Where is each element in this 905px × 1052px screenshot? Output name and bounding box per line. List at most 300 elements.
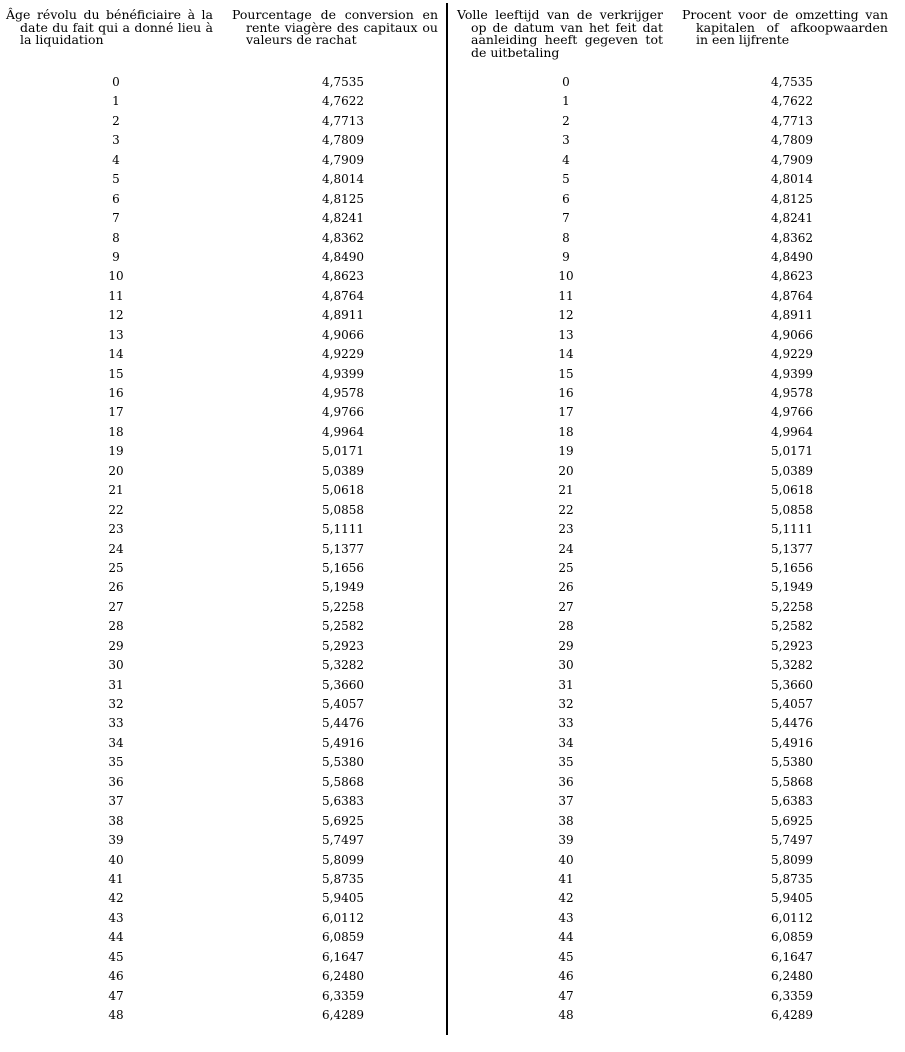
percentage-cell: 5,1656 xyxy=(771,560,813,575)
age-cell: 35 xyxy=(558,755,574,770)
age-cell: 38 xyxy=(108,813,124,828)
age-cell: 30 xyxy=(108,658,124,673)
age-cell: 41 xyxy=(558,871,574,886)
table-row xyxy=(448,306,905,325)
percentage-cell: 4,8125 xyxy=(322,191,364,206)
percentage-cell: 4,7909 xyxy=(771,152,813,167)
percentage-cell: 5,6925 xyxy=(322,813,364,828)
percentage-cell: 4,7909 xyxy=(322,152,364,167)
table-row xyxy=(0,598,446,617)
percentage-cell: 4,9066 xyxy=(322,327,364,342)
percentage-cell: 4,7622 xyxy=(771,94,813,109)
percentage-cell: 6,3359 xyxy=(322,988,364,1003)
percentage-cell: 5,4476 xyxy=(771,716,813,731)
percentage-cell: 5,5868 xyxy=(322,774,364,789)
table-row xyxy=(448,131,905,150)
age-cell: 8 xyxy=(562,230,570,245)
age-cell: 1 xyxy=(112,94,120,109)
age-cell: 2 xyxy=(112,113,120,128)
age-cell: 15 xyxy=(558,366,574,381)
age-cell: 17 xyxy=(108,405,124,420)
percentage-cell: 5,0171 xyxy=(322,444,364,459)
table-row xyxy=(448,734,905,753)
age-cell: 20 xyxy=(558,463,574,478)
dutch-table xyxy=(448,0,905,1052)
age-cell: 45 xyxy=(558,949,574,964)
table-row xyxy=(0,442,446,461)
age-cell: 24 xyxy=(558,541,574,556)
age-cell: 22 xyxy=(558,502,574,517)
table-row xyxy=(448,326,905,345)
age-cell: 30 xyxy=(558,658,574,673)
percentage-cell: 5,0171 xyxy=(771,444,813,459)
percentage-cell: 4,8764 xyxy=(771,288,813,303)
table-row xyxy=(448,773,905,792)
age-cell: 16 xyxy=(108,386,124,400)
percentage-cell: 4,8911 xyxy=(322,308,364,323)
percentage-cell: 5,4057 xyxy=(322,697,364,711)
age-cell: 34 xyxy=(558,735,574,750)
age-cell: 32 xyxy=(108,697,124,711)
percentage-cell: 5,5868 xyxy=(771,774,813,789)
percentage-cell: 4,9399 xyxy=(771,366,813,381)
table-row xyxy=(0,462,446,481)
age-cell: 42 xyxy=(558,891,574,906)
percentage-cell: 5,2582 xyxy=(322,619,364,634)
percentage-cell: 5,8099 xyxy=(771,852,813,867)
percentage-cell: 5,1377 xyxy=(771,541,813,556)
table-row xyxy=(0,365,446,384)
age-cell: 47 xyxy=(108,988,124,1003)
age-cell: 27 xyxy=(108,599,124,614)
age-cell: 25 xyxy=(108,560,124,575)
percentage-cell: 5,0858 xyxy=(322,502,364,517)
percentage-cell: 4,8125 xyxy=(771,191,813,206)
percentage-cell: 5,5380 xyxy=(771,755,813,770)
table-row xyxy=(0,676,446,695)
percentage-cell: 4,8623 xyxy=(771,269,813,284)
age-cell: 31 xyxy=(108,677,124,692)
table-row xyxy=(448,501,905,520)
percentage-cell: 4,9578 xyxy=(771,386,813,400)
table-row xyxy=(448,714,905,733)
age-cell: 9 xyxy=(562,249,570,264)
table-row xyxy=(448,209,905,228)
percentage-cell: 5,4476 xyxy=(322,716,364,731)
age-cell: 19 xyxy=(558,444,574,459)
table-row xyxy=(0,734,446,753)
age-cell: 46 xyxy=(108,969,124,984)
age-cell: 8 xyxy=(112,230,120,245)
age-cell: 40 xyxy=(558,852,574,867)
percentage-cell: 5,7497 xyxy=(322,833,364,848)
header-pct-nl: Procent voor de omzetting van kapitalen of afkoopwaarden in een lijfrente xyxy=(682,7,888,48)
percentage-cell: 4,8362 xyxy=(771,230,813,245)
age-cell: 24 xyxy=(108,541,124,556)
percentage-cell: 6,3359 xyxy=(771,988,813,1003)
percentage-cell: 5,2923 xyxy=(322,638,364,653)
age-cell: 5 xyxy=(562,172,570,187)
age-cell: 28 xyxy=(108,619,124,634)
table-row xyxy=(448,520,905,539)
percentage-cell: 5,2923 xyxy=(771,638,813,653)
age-cell: 35 xyxy=(108,755,124,770)
age-cell: 3 xyxy=(562,133,570,148)
percentage-cell: 5,6383 xyxy=(322,794,364,809)
table-row xyxy=(448,967,905,986)
age-cell: 28 xyxy=(558,619,574,634)
table-row xyxy=(448,1006,905,1025)
table-row xyxy=(0,792,446,811)
age-cell: 5 xyxy=(112,172,120,187)
age-cell: 33 xyxy=(108,716,124,731)
percentage-cell: 5,0389 xyxy=(771,463,813,478)
table-row xyxy=(0,559,446,578)
table-row xyxy=(0,501,446,520)
table-row xyxy=(448,151,905,170)
percentage-cell: 5,3282 xyxy=(322,658,364,673)
percentage-cell: 5,0618 xyxy=(322,483,364,498)
age-cell: 1 xyxy=(562,94,570,109)
percentage-cell: 4,7535 xyxy=(771,75,813,89)
percentage-cell: 4,7713 xyxy=(322,113,364,128)
percentage-cell: 4,8490 xyxy=(771,249,813,264)
percentage-cell: 4,9766 xyxy=(322,405,364,420)
table-row xyxy=(448,676,905,695)
table-row xyxy=(0,695,446,714)
percentage-cell: 5,0858 xyxy=(771,502,813,517)
age-cell: 14 xyxy=(558,347,574,362)
table-row xyxy=(448,190,905,209)
table-row xyxy=(0,326,446,345)
table-row xyxy=(0,637,446,656)
table-row xyxy=(448,481,905,500)
table-row xyxy=(448,92,905,111)
percentage-cell: 5,4916 xyxy=(322,735,364,750)
percentage-cell: 5,5380 xyxy=(322,755,364,770)
table-row xyxy=(448,540,905,559)
table-row xyxy=(0,928,446,947)
age-cell: 19 xyxy=(108,444,124,459)
table-row xyxy=(448,229,905,248)
table-row xyxy=(448,73,905,92)
table-row xyxy=(0,209,446,228)
french-table xyxy=(0,0,446,1052)
table-row xyxy=(448,384,905,403)
header-pct-fr: Pourcentage de conversion en rente viagère des capitaux ou valeurs de rachat xyxy=(232,7,438,48)
age-cell: 17 xyxy=(558,405,574,420)
table-row xyxy=(0,578,446,597)
age-cell: 10 xyxy=(108,269,124,284)
rows-fr xyxy=(0,73,446,1025)
header-age-fr: Âge révolu du bénéficiaire à la date du fait qui a donné lieu à la liquidation xyxy=(6,7,213,48)
table-row xyxy=(448,812,905,831)
table-row xyxy=(448,462,905,481)
percentage-cell: 5,6383 xyxy=(771,794,813,809)
table-row xyxy=(0,870,446,889)
percentage-cell: 4,8014 xyxy=(771,172,813,187)
table-row xyxy=(448,656,905,675)
percentage-cell: 4,9578 xyxy=(322,386,364,400)
age-cell: 21 xyxy=(558,483,574,498)
percentage-cell: 4,8241 xyxy=(322,211,364,226)
table-row xyxy=(448,112,905,131)
table-row xyxy=(0,73,446,92)
table-row xyxy=(448,365,905,384)
percentage-cell: 5,2582 xyxy=(771,619,813,634)
table-row xyxy=(0,714,446,733)
age-cell: 11 xyxy=(108,288,124,303)
percentage-cell: 6,4289 xyxy=(771,1008,813,1022)
table-row xyxy=(0,92,446,111)
percentage-cell: 5,1656 xyxy=(322,560,364,575)
age-cell: 40 xyxy=(108,852,124,867)
table-row xyxy=(0,112,446,131)
table-row xyxy=(0,306,446,325)
table-row xyxy=(448,909,905,928)
table-row xyxy=(0,1006,446,1025)
age-cell: 47 xyxy=(558,988,574,1003)
percentage-cell: 6,1647 xyxy=(322,949,364,964)
age-cell: 37 xyxy=(108,794,124,809)
table-row xyxy=(0,812,446,831)
age-cell: 26 xyxy=(108,580,124,595)
percentage-cell: 5,1111 xyxy=(771,522,813,537)
table-row xyxy=(448,345,905,364)
age-cell: 6 xyxy=(562,191,570,206)
percentage-cell: 5,1377 xyxy=(322,541,364,556)
table-row xyxy=(448,889,905,908)
percentage-cell: 5,1949 xyxy=(771,580,813,595)
table-row xyxy=(448,170,905,189)
age-cell: 22 xyxy=(108,502,124,517)
percentage-cell: 6,2480 xyxy=(771,969,813,984)
table-row xyxy=(0,948,446,967)
table-row xyxy=(448,578,905,597)
age-cell: 12 xyxy=(108,308,124,323)
age-cell: 26 xyxy=(558,580,574,595)
age-cell: 33 xyxy=(558,716,574,731)
age-cell: 44 xyxy=(108,930,124,945)
age-cell: 34 xyxy=(108,735,124,750)
table-row xyxy=(0,384,446,403)
age-cell: 4 xyxy=(112,152,120,167)
age-cell: 13 xyxy=(558,327,574,342)
age-cell: 20 xyxy=(108,463,124,478)
percentage-cell: 5,6925 xyxy=(771,813,813,828)
age-cell: 32 xyxy=(558,697,574,711)
percentage-cell: 5,4057 xyxy=(771,697,813,711)
percentage-cell: 4,9229 xyxy=(322,347,364,362)
age-cell: 21 xyxy=(108,483,124,498)
age-cell: 14 xyxy=(108,347,124,362)
table-row xyxy=(448,267,905,286)
table-row xyxy=(448,442,905,461)
percentage-cell: 5,4916 xyxy=(771,735,813,750)
percentage-cell: 6,0112 xyxy=(322,910,364,925)
age-cell: 0 xyxy=(562,75,570,89)
table-row xyxy=(448,423,905,442)
percentage-cell: 5,8735 xyxy=(771,871,813,886)
table-row xyxy=(448,403,905,422)
age-cell: 31 xyxy=(558,677,574,692)
age-cell: 46 xyxy=(558,969,574,984)
table-row xyxy=(0,170,446,189)
age-cell: 29 xyxy=(108,638,124,653)
table-row xyxy=(448,792,905,811)
percentage-cell: 4,7809 xyxy=(771,133,813,148)
age-cell: 48 xyxy=(558,1008,574,1022)
age-cell: 11 xyxy=(558,288,574,303)
age-cell: 6 xyxy=(112,191,120,206)
table-row xyxy=(0,423,446,442)
percentage-cell: 5,0389 xyxy=(322,463,364,478)
percentage-cell: 5,0618 xyxy=(771,483,813,498)
table-row xyxy=(448,287,905,306)
percentage-cell: 5,1949 xyxy=(322,580,364,595)
percentage-cell: 5,8735 xyxy=(322,871,364,886)
table-row xyxy=(0,151,446,170)
table-row xyxy=(448,987,905,1006)
table-row xyxy=(0,773,446,792)
table-row xyxy=(448,851,905,870)
percentage-cell: 4,9066 xyxy=(771,327,813,342)
table-row xyxy=(0,967,446,986)
percentage-cell: 4,9766 xyxy=(771,405,813,420)
percentage-cell: 5,1111 xyxy=(322,522,364,537)
percentage-cell: 6,0859 xyxy=(322,930,364,945)
table-row xyxy=(448,753,905,772)
percentage-cell: 5,3282 xyxy=(771,658,813,673)
percentage-cell: 5,8099 xyxy=(322,852,364,867)
age-cell: 43 xyxy=(558,910,574,925)
percentage-cell: 4,8764 xyxy=(322,288,364,303)
rows-nl xyxy=(448,73,905,1025)
percentage-cell: 6,0859 xyxy=(771,930,813,945)
age-cell: 38 xyxy=(558,813,574,828)
age-cell: 41 xyxy=(108,871,124,886)
percentage-cell: 4,8241 xyxy=(771,211,813,226)
table-row xyxy=(448,831,905,850)
age-cell: 42 xyxy=(108,891,124,906)
percentage-cell: 6,1647 xyxy=(771,949,813,964)
table-row xyxy=(0,656,446,675)
table-row xyxy=(0,617,446,636)
table-row xyxy=(0,131,446,150)
age-cell: 39 xyxy=(558,833,574,848)
percentage-cell: 5,2258 xyxy=(771,599,813,614)
percentage-cell: 4,8623 xyxy=(322,269,364,284)
table-row xyxy=(448,928,905,947)
table-row xyxy=(0,889,446,908)
age-cell: 39 xyxy=(108,833,124,848)
percentage-cell: 4,8014 xyxy=(322,172,364,187)
percentage-cell: 5,9405 xyxy=(771,891,813,906)
percentage-cell: 5,2258 xyxy=(322,599,364,614)
table-row xyxy=(448,637,905,656)
percentage-cell: 5,3660 xyxy=(322,677,364,692)
percentage-cell: 4,7622 xyxy=(322,94,364,109)
table-row xyxy=(448,695,905,714)
age-cell: 7 xyxy=(112,211,120,226)
header-age-nl: Volle leeftijd van de verkrijger op de datum van het feit dat aanleiding heeft gegeven tot de uitbetaling xyxy=(457,7,663,60)
age-cell: 15 xyxy=(108,366,124,381)
table-row xyxy=(0,909,446,928)
age-cell: 7 xyxy=(562,211,570,226)
table-row xyxy=(448,559,905,578)
table-row xyxy=(0,851,446,870)
percentage-cell: 4,9229 xyxy=(771,347,813,362)
table-row xyxy=(0,267,446,286)
table-row xyxy=(0,481,446,500)
percentage-cell: 4,8911 xyxy=(771,308,813,323)
percentage-cell: 5,7497 xyxy=(771,833,813,848)
percentage-cell: 4,7535 xyxy=(322,75,364,89)
table-row xyxy=(448,248,905,267)
age-cell: 43 xyxy=(108,910,124,925)
age-cell: 36 xyxy=(558,774,574,789)
percentage-cell: 4,8490 xyxy=(322,249,364,264)
table-row xyxy=(0,229,446,248)
percentage-cell: 4,7713 xyxy=(771,113,813,128)
age-cell: 0 xyxy=(112,75,120,89)
age-cell: 25 xyxy=(558,560,574,575)
age-cell: 23 xyxy=(558,522,574,537)
age-cell: 37 xyxy=(558,794,574,809)
table-row xyxy=(0,520,446,539)
table-row xyxy=(0,403,446,422)
table-row xyxy=(0,248,446,267)
age-cell: 36 xyxy=(108,774,124,789)
table-row xyxy=(448,870,905,889)
age-cell: 4 xyxy=(562,152,570,167)
age-cell: 45 xyxy=(108,949,124,964)
percentage-cell: 4,7809 xyxy=(322,133,364,148)
table-row xyxy=(0,987,446,1006)
table-row xyxy=(0,287,446,306)
percentage-cell: 6,2480 xyxy=(322,969,364,984)
age-cell: 48 xyxy=(108,1008,124,1022)
age-cell: 16 xyxy=(558,386,574,400)
table-row xyxy=(0,540,446,559)
table-row xyxy=(448,617,905,636)
age-cell: 13 xyxy=(108,327,124,342)
age-cell: 23 xyxy=(108,522,124,537)
age-cell: 10 xyxy=(558,269,574,284)
percentage-cell: 4,9964 xyxy=(771,424,813,439)
age-cell: 44 xyxy=(558,930,574,945)
age-cell: 18 xyxy=(108,424,124,439)
percentage-cell: 5,9405 xyxy=(322,891,364,906)
age-cell: 27 xyxy=(558,599,574,614)
percentage-cell: 4,9399 xyxy=(322,366,364,381)
percentage-cell: 5,3660 xyxy=(771,677,813,692)
percentage-cell: 6,0112 xyxy=(771,910,813,925)
age-cell: 29 xyxy=(558,638,574,653)
age-cell: 12 xyxy=(558,308,574,323)
table-row xyxy=(0,831,446,850)
age-cell: 18 xyxy=(558,424,574,439)
table-row xyxy=(0,190,446,209)
table-row xyxy=(0,345,446,364)
percentage-cell: 4,8362 xyxy=(322,230,364,245)
table-row xyxy=(448,598,905,617)
age-cell: 2 xyxy=(562,113,570,128)
table-row xyxy=(0,753,446,772)
percentage-cell: 4,9964 xyxy=(322,424,364,439)
age-cell: 9 xyxy=(112,249,120,264)
table-row xyxy=(448,948,905,967)
